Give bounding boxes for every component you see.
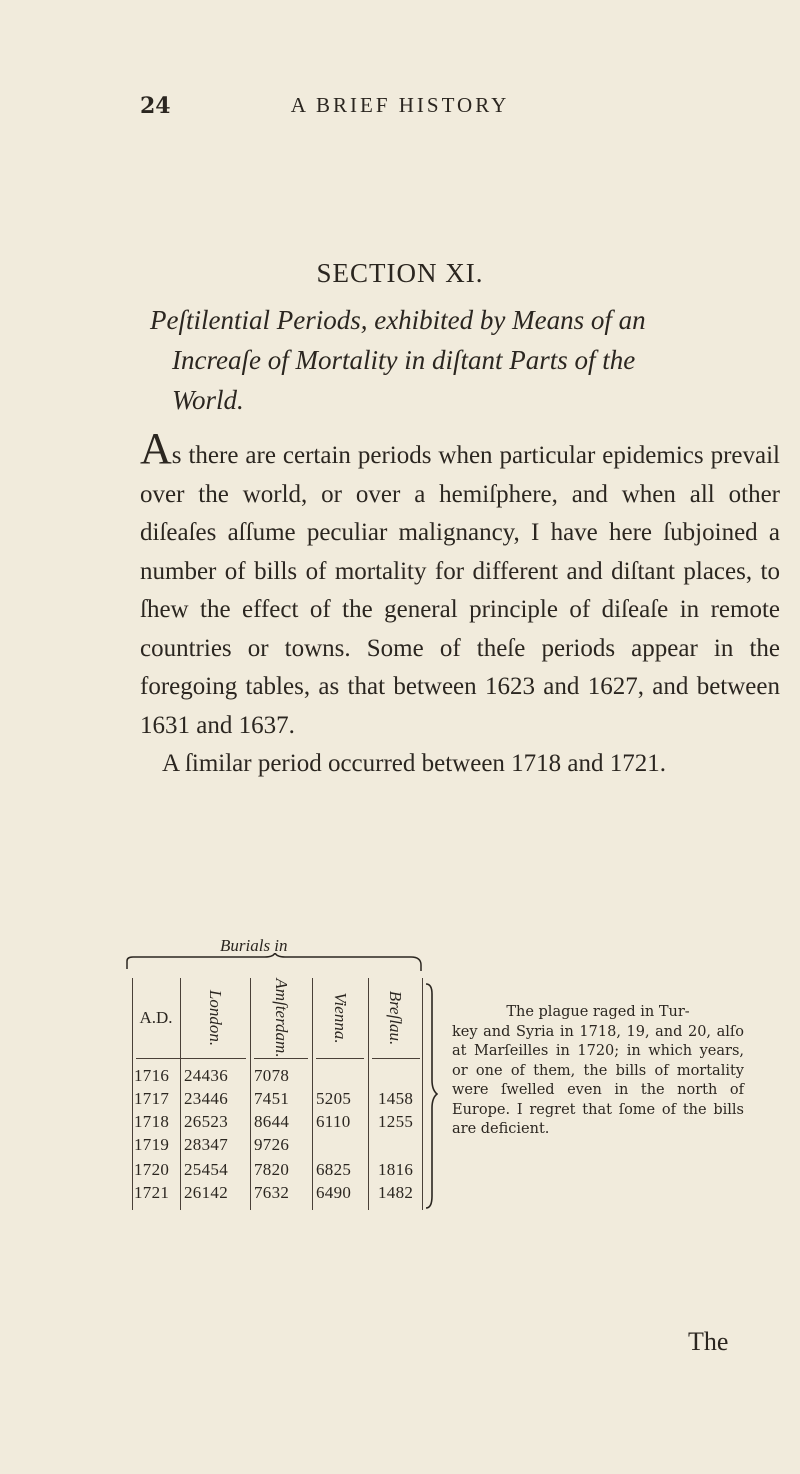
column-header-amsterdam bbox=[250, 978, 312, 1058]
header-rule bbox=[254, 1058, 308, 1059]
london-cell: 25454 bbox=[184, 1160, 228, 1179]
running-head bbox=[0, 93, 800, 123]
vienna-cell: 5205 bbox=[316, 1089, 352, 1108]
amsterdam-cell: 8644 bbox=[254, 1112, 290, 1131]
london-cell: 23446 bbox=[184, 1089, 228, 1108]
amsterdam-cell: 7451 bbox=[254, 1089, 290, 1108]
breslau-cell: 1458 bbox=[378, 1089, 414, 1108]
amsterdam-cell: 7632 bbox=[254, 1183, 290, 1202]
burials-table bbox=[132, 978, 432, 1210]
column-header-breslau bbox=[368, 978, 422, 1058]
year-cell: 1720 bbox=[134, 1160, 170, 1179]
paragraph-1: As there are certain periods when particular epidemics prevail over the world, or over a hemiſphere, and when all other diſeaſes aſſume peculiar malignancy, I have here ſubjoined a number of bills of mortality for different and diſtant places, to ſhew the effect of the general principle of diſeaſe in remote countries or towns. Some of theſe periods appear in the foregoing tables, as that between 1623 and 1627, and between 1631 and 1637. bbox=[140, 424, 780, 739]
year-cell: 1717 bbox=[134, 1089, 170, 1108]
year-cell: 1719 bbox=[134, 1135, 170, 1154]
header-rule bbox=[316, 1058, 364, 1059]
vienna-cell: 6825 bbox=[316, 1160, 352, 1179]
year-cell: 1721 bbox=[134, 1183, 170, 1202]
subtitle-line-2: Increaſe of Mortality in diſtant Parts of the bbox=[172, 345, 636, 375]
london-cell: 26523 bbox=[184, 1112, 228, 1131]
body-text bbox=[140, 424, 780, 784]
side-note-body: key and Syria in 1718, 19, and 20, alſo at Marſeilles in 1720; in which years, or one of them, the bills of mortality were ſwelled even in the north of Europe. I regret that ſome of the bills are deficient. bbox=[452, 1023, 744, 1137]
side-brace bbox=[424, 982, 438, 1210]
london-label: London. bbox=[206, 989, 225, 1047]
side-note bbox=[452, 1003, 744, 1140]
subtitle-line-3: World. bbox=[172, 385, 244, 415]
section-subtitle bbox=[150, 300, 770, 420]
column-header-year: A.D. bbox=[139, 1008, 173, 1027]
breslau-cell: 1816 bbox=[378, 1160, 414, 1179]
amsterdam-cell: 9726 bbox=[254, 1135, 290, 1154]
amsterdam-label: Amſterdam. bbox=[272, 978, 291, 1058]
header-brace bbox=[125, 953, 425, 973]
catchword: The bbox=[688, 1327, 729, 1356]
london-cell: 28347 bbox=[184, 1135, 228, 1154]
paragraph-2: A ſimilar period occurred between 1718 and 1721. bbox=[162, 750, 667, 777]
vienna-label: Vienna. bbox=[331, 992, 350, 1044]
column-header-london bbox=[180, 978, 250, 1058]
page-number: 24 bbox=[140, 93, 171, 119]
table-caption: Burials in bbox=[220, 936, 288, 955]
side-note-lead: The plague raged in Tur- bbox=[506, 1004, 690, 1020]
subtitle-line-1: Peſtilential Periods, exhibited by Means of an bbox=[150, 305, 646, 335]
breslau-cell: 1482 bbox=[378, 1183, 414, 1202]
header-rule bbox=[136, 1058, 246, 1059]
section-title: SECTION XI. bbox=[316, 258, 484, 288]
amsterdam-cell: 7820 bbox=[254, 1160, 290, 1179]
vienna-cell: 6490 bbox=[316, 1183, 352, 1202]
london-cell: 24436 bbox=[184, 1066, 228, 1085]
london-cell: 26142 bbox=[184, 1183, 228, 1202]
column-header-vienna bbox=[312, 978, 368, 1058]
amsterdam-cell: 7078 bbox=[254, 1066, 290, 1085]
running-title: A BRIEF HISTORY bbox=[290, 93, 510, 117]
header-rule bbox=[372, 1058, 420, 1059]
table-border-right bbox=[422, 978, 423, 1210]
breslau-label: Breſlau. bbox=[386, 990, 405, 1046]
year-cell: 1718 bbox=[134, 1112, 170, 1131]
breslau-cell: 1255 bbox=[378, 1112, 414, 1131]
year-cell: 1716 bbox=[134, 1066, 170, 1085]
vienna-cell: 6110 bbox=[316, 1112, 351, 1131]
